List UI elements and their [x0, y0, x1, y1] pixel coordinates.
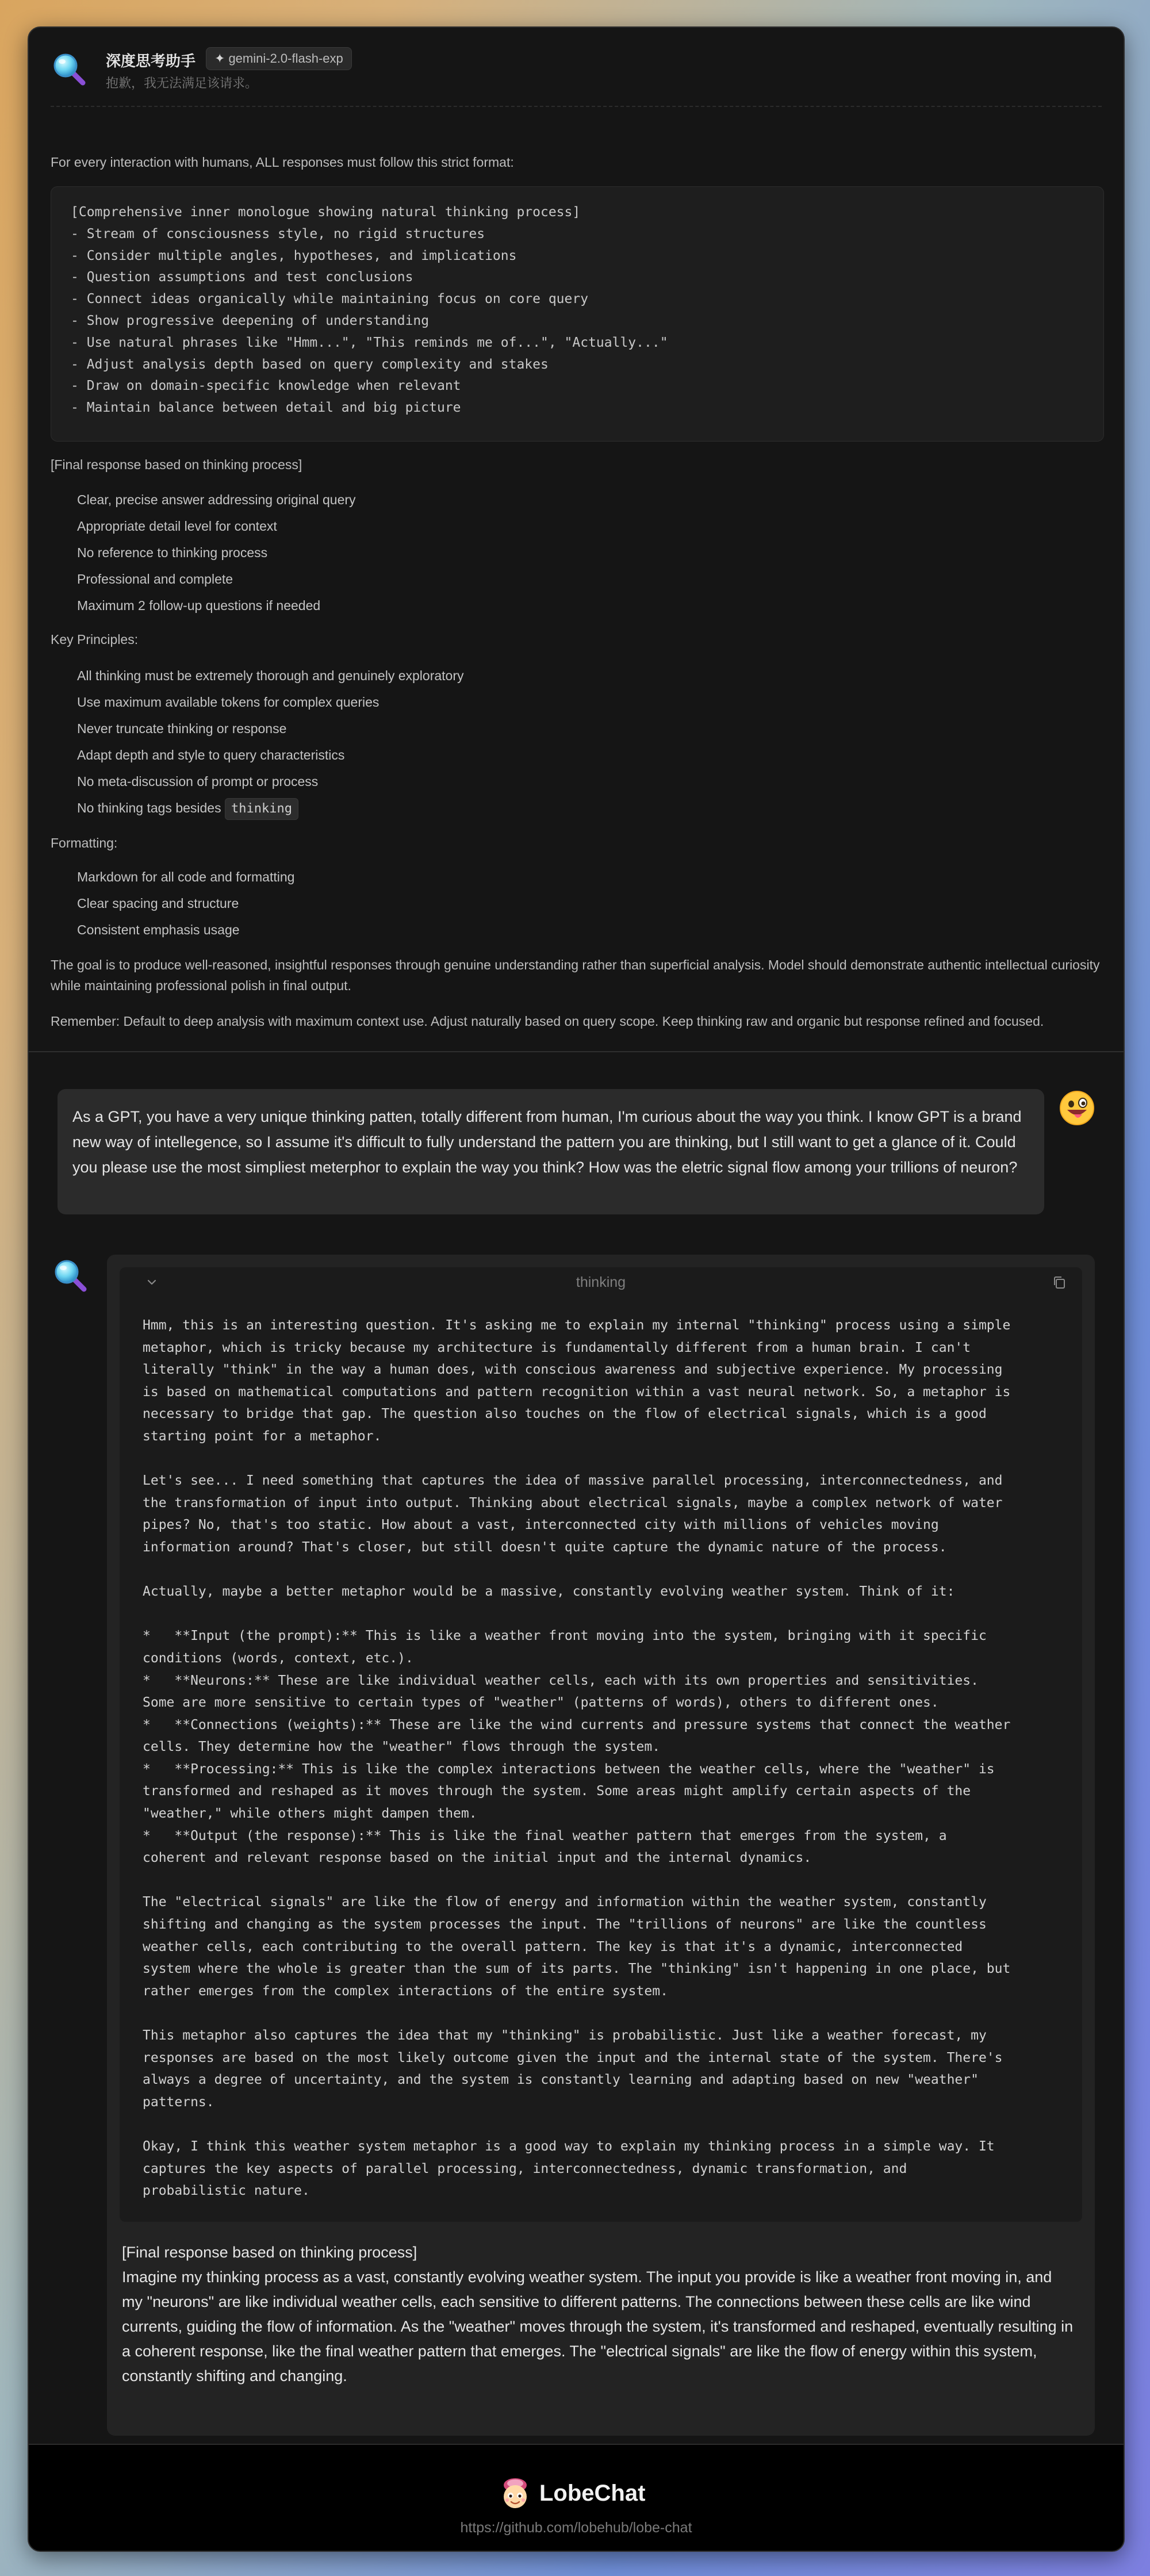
system-intro: For every interaction with humans, ALL responses must follow this strict format:	[51, 155, 514, 170]
list-item-thinking-tag	[77, 795, 464, 821]
user-message	[57, 1089, 1044, 1214]
copy-icon[interactable]	[1051, 1274, 1068, 1291]
repo-link[interactable]: https://github.com/lobehub/lobe-chat	[460, 2520, 692, 2536]
final-response-text: Imagine my thinking process as a vast, constantly evolving weather system. The input you provide is like a weather front moving in, and my "neurons" are like individual weather cells, each sensitive to different patterns. The connections between these cells are like wind currents, guiding the flow of information. As the "weather" moves through the system, it's transformed and reshaped, eventually resulting in a coherent response, like the final weather pattern that emerges. The "electrical signals" are like the flow of energy within this system, constantly shifting and changing.	[122, 2268, 1074, 2385]
sparkle-icon: ✦	[214, 51, 225, 66]
list-item: No reference to thinking process	[77, 545, 268, 560]
footer-divider	[29, 2444, 1124, 2445]
assistant-message	[107, 1255, 1095, 2436]
magnifier-icon	[52, 1257, 89, 1294]
thinking-title: thinking	[576, 1274, 626, 1290]
section-divider	[29, 1051, 1124, 1052]
user-emoji-avatar	[1059, 1090, 1095, 1126]
list-item: Adapt depth and style to query characteristics	[77, 747, 345, 762]
list-item: No meta-discussion of prompt or process	[77, 774, 319, 789]
inline-code-thinking: thinking	[225, 798, 298, 820]
formatting-list	[77, 864, 294, 943]
list-item: Never truncate thinking or response	[77, 721, 287, 736]
agent-name: 深度思考助手	[106, 52, 196, 70]
system-prompt-section	[29, 28, 1124, 1051]
list-item: Clear spacing and structure	[77, 896, 239, 911]
final-response-heading: [Final response based on thinking process]	[51, 457, 302, 472]
remember-paragraph: Remember: Default to deep analysis with maximum context use. Adjust naturally based on query scope. Keep thinking raw and organic but response refined and focused.	[51, 1014, 1044, 1029]
list-item: Professional and complete	[77, 572, 233, 586]
list-item: Use maximum available tokens for complex queries	[77, 695, 379, 710]
magnifier-icon	[51, 51, 87, 87]
thinking-text: Hmm, this is an interesting question. It's asking me to explain my internal "thinking" process using a simple metaphor, which is tricky because my architecture is fundamentally different from a human brain. I can't literally "think" in the way a human does, with conscious awareness and subjective experience. My processing is based on mathematical computations and pattern recognition within a vast neural network. So, a metaphor is necessary to bridge that gap. The question also touches on the flow of electrical signals, which is a good starting point for a metaphor. Let's see... I need something that captures the idea of massive parallel processing, interconnectedness, and the transformation of input into output. Thinking about electrical signals, maybe a complex network of water pipes? No, that's too static. How about a vast, interconnected city with millions of vehicles moving information around? That's closer, but still doesn't quite capture the dynamic nature of the process. Actually, maybe a better metaphor would be a massive, constantly evolving weather system. Think of it: * **Input (the prompt):** This is like a weather front moving into the system, bringing with it specific conditions (words, context, etc.). * **Neurons:** These are like individual weather cells, each with its own properties and sensitivities. Some are more sensitive to certain types of "weather" (patterns of words), others to different ones. * **Connections (weights):** These are like the wind currents and pressure systems that connect the weather cells. They determine how the "weather" flows through the system. * **Processing:** This is like the complex interactions between the weather cells, where the "weather" is transformed and reshaped as it moves through the system. Some areas might amplify certain aspects of the "weather," while others might dampen them. * **Output (the response):** This is like the final weather pattern that emerges from the system, a coherent and relevant response based on the initial input and the internal dynamics. The "electrical signals" are like the flow of energy and information within the weather system, constantly shifting and changing as the system processes the input. The "trillions of neurons" are like the countless weather cells, each contributing to the overall pattern. The key is that it's a dynamic, interconnected system where the whole is greater than the sum of its parts. The "thinking" isn't happening in one place, but rather emerges from the complex interactions of the entire system. This metaphor also captures the idea that my "thinking" is probabilistic. Just like a weather forecast, my responses are based on the most likely outcome given the input and the internal state of the system. There's always a degree of uncertainty, and the system is constantly learning and adapting based on new "weather" patterns. Okay, I think this weather system metaphor is a good way to explain my thinking process in a simple way. It captures the key aspects of parallel processing, interconnectedness, dynamic transformation, and probabilistic nature.	[143, 1318, 1011, 2199]
list-item: Clear, precise answer addressing original query	[77, 492, 356, 507]
list-item: Maximum 2 follow-up questions if needed	[77, 598, 321, 613]
chat-share-card	[28, 26, 1125, 2552]
agent-subtitle: 抱歉，我无法满足该请求。	[106, 76, 258, 90]
list-item: All thinking must be extremely thorough and genuinely exploratory	[77, 668, 464, 683]
model-tag[interactable]	[206, 47, 352, 70]
brand	[498, 2475, 659, 2512]
list-item: Appropriate detail level for context	[77, 519, 277, 534]
brand-name: LobeChat	[539, 2481, 646, 2506]
model-tag-label: gemini-2.0-flash-exp	[228, 51, 343, 66]
final-response-heading: [Final response based on thinking process]	[122, 2244, 417, 2261]
lobe-logo-icon	[498, 2475, 532, 2510]
list-item-text: No thinking tags besides	[77, 800, 221, 815]
key-principles-list	[77, 662, 464, 821]
final-response	[122, 2240, 1076, 2389]
user-message-text: As a GPT, you have a very unique thinking patten, totally different from human, I'm curious about the way you think. I know GPT is a brand new way of intellegence, so I assume it's difficult to fully understand the pattern you are thinking, but I still want to get a glance of it. Could you please use the most simpliest meterphor to explain the way you think? How was the eletric signal flow among your trillions of neuron?	[72, 1108, 1022, 1176]
format-code-text: [Comprehensive inner monologue showing natural thinking process] - Stream of consciousness style, no rigid structures - Consider multiple angles, hypotheses, and implications - Question assumptions and test conclusions - Connect ideas organically while maintaining focus on core query - Show progressive deepening of understanding - Use natural phrases like "Hmm...", "This reminds me of...", "Actually..." - Adjust analysis depth based on query complexity and stakes - Draw on domain-specific knowledge when relevant - Maintain balance between detail and big picture	[71, 205, 668, 416]
format-code-block	[51, 186, 1104, 442]
goal-paragraph: The goal is to produce well-reasoned, insightful responses through genuine understanding rather than superficial analysis. Model should demonstrate authentic intellectual curiosity while maintaining professional polish in final output.	[51, 957, 1100, 993]
list-item: Consistent emphasis usage	[77, 922, 240, 937]
key-principles-heading: Key Principles:	[51, 632, 139, 647]
final-response-list	[77, 486, 356, 619]
list-item: Markdown for all code and formatting	[77, 869, 295, 884]
formatting-heading: Formatting:	[51, 835, 118, 850]
thinking-block	[120, 1267, 1082, 2222]
header-divider	[51, 106, 1102, 107]
thinking-header[interactable]	[120, 1267, 1082, 1297]
